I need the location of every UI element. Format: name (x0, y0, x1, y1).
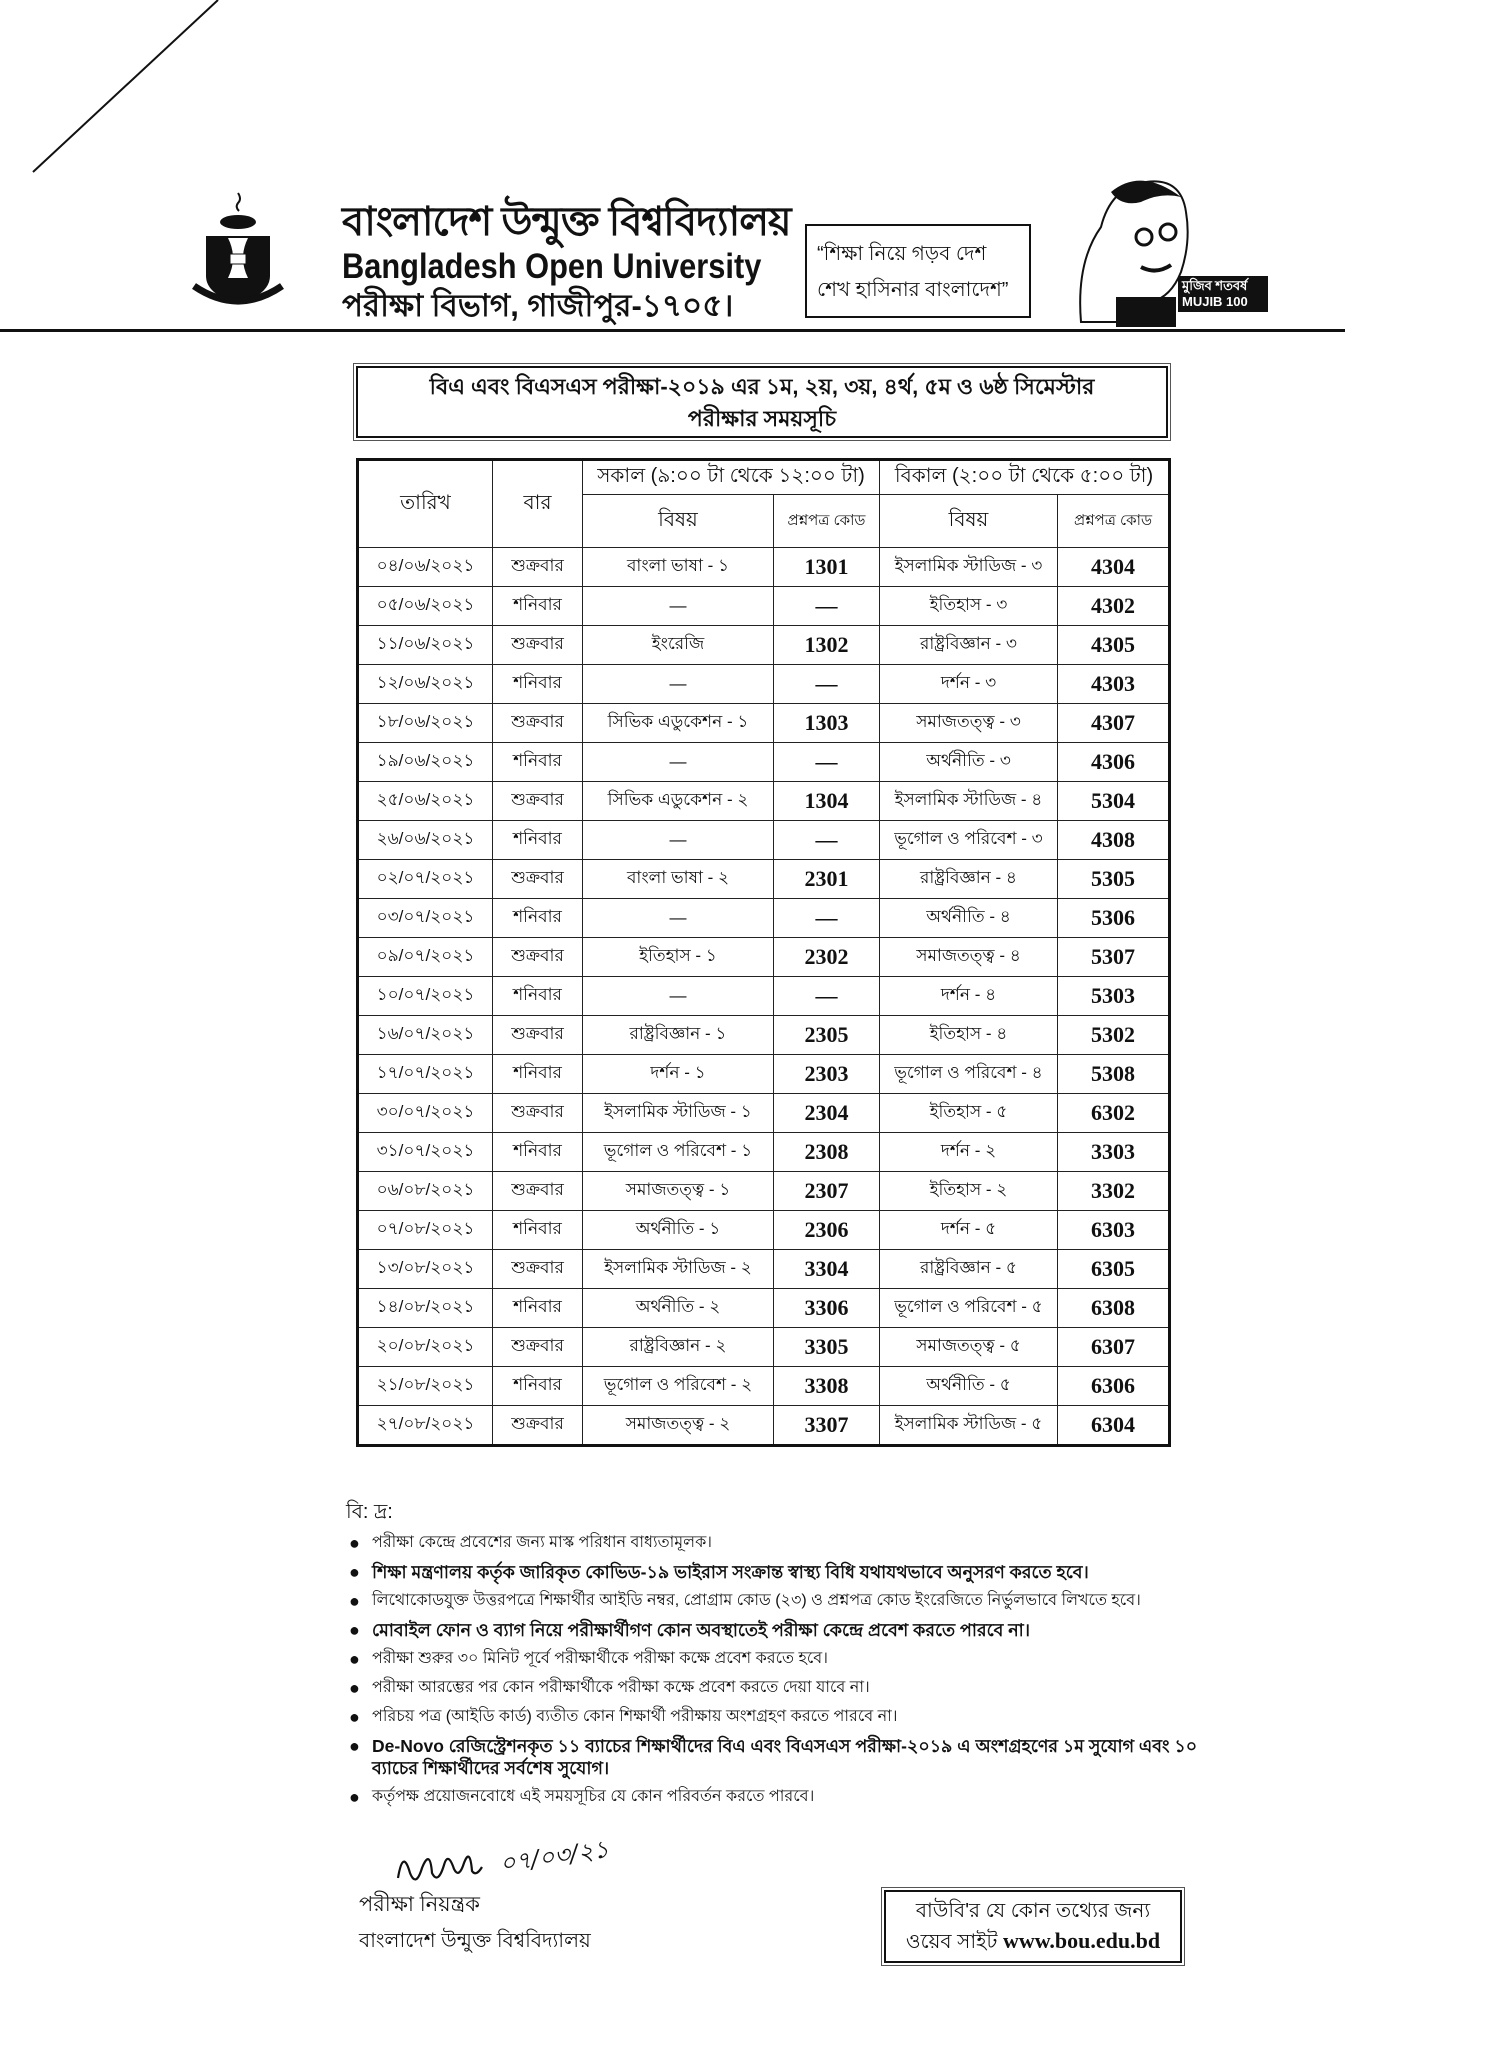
afternoon-code-cell: 5302 (1058, 1016, 1170, 1055)
bullet-icon: ● (349, 1707, 360, 1727)
morning-code-cell: 2304 (774, 1094, 880, 1133)
date-cell: ১৯/০৬/২০২১ (358, 743, 493, 782)
table-row (358, 665, 1170, 704)
afternoon-subject-cell: রাষ্ট্রবিজ্ঞান - ৩ (880, 626, 1058, 665)
afternoon-subject-cell: ইতিহাস - ৩ (880, 587, 1058, 626)
day-cell: শুক্রবার (493, 1172, 583, 1211)
day-cell: শনিবার (493, 977, 583, 1016)
afternoon-code-cell: 4307 (1058, 704, 1170, 743)
morning-code-cell: 2303 (774, 1055, 880, 1094)
morning-subject-cell: — (583, 821, 774, 860)
table-row (358, 1055, 1170, 1094)
afternoon-subject-cell: ইসলামিক স্টাডিজ - ৩ (880, 548, 1058, 587)
afternoon-subject-cell: সমাজতত্ত্ব - ৪ (880, 938, 1058, 977)
morning-code-cell: 2305 (774, 1016, 880, 1055)
table-row (358, 1250, 1170, 1289)
table-row (358, 548, 1170, 587)
afternoon-code-cell: 6303 (1058, 1211, 1170, 1250)
note-item (346, 1677, 1216, 1699)
morning-subject-cell: সিভিক এডুকেশন - ১ (583, 704, 774, 743)
info-line: বাউবি'র যে কোন তথ্যের জন্য (915, 1900, 1151, 1922)
signatory-title: পরীক্ষা নিয়ন্ত্রক (359, 1893, 480, 1916)
schedule-title-box (356, 366, 1168, 438)
date-cell: ২৬/০৬/২০২১ (358, 821, 493, 860)
afternoon-subject-cell: ইতিহাস - ২ (880, 1172, 1058, 1211)
morning-subject-cell: অর্থনীতি - ২ (583, 1289, 774, 1328)
morning-code-cell: 1303 (774, 704, 880, 743)
notes-title: বি: দ্র: (346, 1501, 393, 1523)
note-item (346, 1590, 1216, 1612)
website-link[interactable]: www.bou.edu.bd (1002, 1928, 1161, 1953)
morning-code-cell: 3307 (774, 1406, 880, 1446)
table-row (358, 587, 1170, 626)
table-row (358, 1172, 1170, 1211)
morning-code-cell: — (774, 821, 880, 860)
afternoon-code-cell: 6302 (1058, 1094, 1170, 1133)
header-morning-code: প্রশ্নপত্র কোড (774, 495, 880, 548)
afternoon-subject-cell: সমাজতত্ত্ব - ৫ (880, 1328, 1058, 1367)
morning-code-cell: 3304 (774, 1250, 880, 1289)
date-cell: ২১/০৮/২০২১ (358, 1367, 493, 1406)
date-cell: ১৬/০৭/২০২১ (358, 1016, 493, 1055)
date-cell: ২৭/০৮/২০২১ (358, 1406, 493, 1446)
date-cell: ০৫/০৬/২০২১ (358, 587, 493, 626)
date-cell: ১২/০৬/২০২১ (358, 665, 493, 704)
day-cell: শুক্রবার (493, 548, 583, 587)
morning-subject-cell: সমাজতত্ত্ব - ১ (583, 1172, 774, 1211)
department-address: পরীক্ষা বিভাগ, গাজীপুর-১৭০৫। (342, 288, 734, 323)
morning-subject-cell: বাংলা ভাষা - ২ (583, 860, 774, 899)
note-item (346, 1532, 1216, 1554)
header-afternoon-session: বিকাল (২:০০ টা থেকে ৫:০০ টা) (880, 460, 1170, 495)
day-cell: শনিবার (493, 665, 583, 704)
note-text: পরীক্ষা কেন্দ্রে প্রবেশের জন্য মাস্ক পরিধান বাধ্যতামূলক। (372, 1534, 713, 1551)
afternoon-code-cell: 4305 (1058, 626, 1170, 665)
afternoon-code-cell: 6306 (1058, 1367, 1170, 1406)
exam-schedule-table (356, 458, 1171, 1447)
afternoon-subject-cell: অর্থনীতি - ৪ (880, 899, 1058, 938)
note-item (346, 1735, 1216, 1779)
day-cell: শনিবার (493, 821, 583, 860)
date-cell: ০৯/০৭/২০২১ (358, 938, 493, 977)
schedule-title-line-2: পরীক্ষার সময়সূচি (687, 406, 837, 431)
day-cell: শুক্রবার (493, 938, 583, 977)
table-row (358, 1016, 1170, 1055)
afternoon-code-cell: 5307 (1058, 938, 1170, 977)
table-row (358, 899, 1170, 938)
date-cell: ২৫/০৬/২০২১ (358, 782, 493, 821)
afternoon-subject-cell: ইসলামিক স্টাডিজ - ৪ (880, 782, 1058, 821)
table-row (358, 704, 1170, 743)
date-cell: ০২/০৭/২০২১ (358, 860, 493, 899)
afternoon-code-cell: 4306 (1058, 743, 1170, 782)
morning-subject-cell: — (583, 743, 774, 782)
morning-subject-cell: সিভিক এডুকেশন - ২ (583, 782, 774, 821)
day-cell: শনিবার (493, 1367, 583, 1406)
morning-subject-cell: — (583, 977, 774, 1016)
header-day: বার (493, 460, 583, 548)
afternoon-subject-cell: রাষ্ট্রবিজ্ঞান - ৪ (880, 860, 1058, 899)
table-row (358, 1328, 1170, 1367)
header-date: তারিখ (358, 460, 493, 548)
morning-code-cell: 1301 (774, 548, 880, 587)
morning-subject-cell: রাষ্ট্রবিজ্ঞান - ১ (583, 1016, 774, 1055)
bullet-icon: ● (349, 1562, 360, 1582)
day-cell: শনিবার (493, 1133, 583, 1172)
morning-subject-cell: ইতিহাস - ১ (583, 938, 774, 977)
afternoon-subject-cell: দর্শন - ৩ (880, 665, 1058, 704)
morning-subject-cell: ইসলামিক স্টাডিজ - ২ (583, 1250, 774, 1289)
header-afternoon-code: প্রশ্নপত্র কোড (1058, 495, 1170, 548)
table-row (358, 1289, 1170, 1328)
table-row (358, 1094, 1170, 1133)
afternoon-code-cell: 3302 (1058, 1172, 1170, 1211)
afternoon-subject-cell: দর্শন - ২ (880, 1133, 1058, 1172)
bullet-icon: ● (349, 1591, 360, 1611)
bullet-icon: ● (349, 1533, 360, 1553)
afternoon-subject-cell: রাষ্ট্রবিজ্ঞান - ৫ (880, 1250, 1058, 1289)
note-text: কর্তৃপক্ষ প্রয়োজনবোধে এই সময়সূচির যে কোন পরিবর্তন করতে পারবে। (372, 1788, 815, 1805)
bullet-icon: ● (349, 1678, 360, 1698)
morning-subject-cell: ভূগোল ও পরিবেশ - ১ (583, 1133, 774, 1172)
slogan-line-2: শেখ হাসিনার বাংলাদেশ” (817, 279, 1009, 301)
website-info-box (884, 1890, 1182, 1963)
date-cell: ১৩/০৮/২০২১ (358, 1250, 493, 1289)
afternoon-code-cell: 5308 (1058, 1055, 1170, 1094)
afternoon-code-cell: 6305 (1058, 1250, 1170, 1289)
slogan-box (805, 224, 1031, 318)
signature-date: ০৭/০৩/২১ (498, 1834, 611, 1878)
header-morning-session: সকাল (৯:০০ টা থেকে ১২:০০ টা) (583, 460, 880, 495)
date-cell: ২০/০৮/২০২১ (358, 1328, 493, 1367)
table-row (358, 1211, 1170, 1250)
day-cell: শুক্রবার (493, 1250, 583, 1289)
note-text: পরীক্ষা আরম্ভের পর কোন পরীক্ষার্থীকে পরীক্ষা কক্ষে প্রবেশ করতে দেয়া যাবে না। (372, 1679, 870, 1696)
note-item (346, 1561, 1216, 1583)
day-cell: শনিবার (493, 899, 583, 938)
afternoon-code-cell: 5306 (1058, 899, 1170, 938)
morning-subject-cell: দর্শন - ১ (583, 1055, 774, 1094)
day-cell: শুক্রবার (493, 860, 583, 899)
date-cell: ০৬/০৮/২০২১ (358, 1172, 493, 1211)
note-text: মোবাইল ফোন ও ব্যাগ নিয়ে পরীক্ষার্থীগণ কোন অবস্থাতেই পরীক্ষা কেন্দ্রে প্রবেশ করতে পারবে না। (372, 1620, 1030, 1640)
morning-code-cell: — (774, 743, 880, 782)
morning-code-cell: — (774, 977, 880, 1016)
afternoon-code-cell: 6304 (1058, 1406, 1170, 1446)
afternoon-code-cell: 5305 (1058, 860, 1170, 899)
morning-subject-cell: — (583, 587, 774, 626)
afternoon-code-cell: 6308 (1058, 1289, 1170, 1328)
day-cell: শুক্রবার (493, 626, 583, 665)
afternoon-subject-cell: দর্শন - ৫ (880, 1211, 1058, 1250)
morning-subject-cell: ভূগোল ও পরিবেশ - ২ (583, 1367, 774, 1406)
morning-subject-cell: — (583, 899, 774, 938)
note-text: পরিচয় পত্র (আইডি কার্ড) ব্যতীত কোন শিক্ষার্থী পরীক্ষায় অংশগ্রহণ করতে পারবে না। (372, 1708, 898, 1725)
afternoon-subject-cell: ভূগোল ও পরিবেশ - ৫ (880, 1289, 1058, 1328)
table-row (358, 1367, 1170, 1406)
day-cell: শনিবার (493, 1289, 583, 1328)
afternoon-subject-cell: ইসলামিক স্টাডিজ - ৫ (880, 1406, 1058, 1446)
header-morning-subject: বিষয় (583, 495, 774, 548)
date-cell: ৩০/০৭/২০২১ (358, 1094, 493, 1133)
date-cell: ১৭/০৭/২০২১ (358, 1055, 493, 1094)
afternoon-code-cell: 5303 (1058, 977, 1170, 1016)
afternoon-subject-cell: ভূগোল ও পরিবেশ - ৩ (880, 821, 1058, 860)
table-row (358, 860, 1170, 899)
day-cell: শনিবার (493, 743, 583, 782)
morning-code-cell: — (774, 899, 880, 938)
morning-code-cell: 3306 (774, 1289, 880, 1328)
morning-code-cell: 2302 (774, 938, 880, 977)
afternoon-code-cell: 5304 (1058, 782, 1170, 821)
morning-code-cell: 3308 (774, 1367, 880, 1406)
afternoon-code-cell: 4303 (1058, 665, 1170, 704)
afternoon-code-cell: 4302 (1058, 587, 1170, 626)
morning-code-cell: 2307 (774, 1172, 880, 1211)
morning-subject-cell: বাংলা ভাষা - ১ (583, 548, 774, 587)
afternoon-subject-cell: অর্থনীতি - ৫ (880, 1367, 1058, 1406)
note-item (346, 1706, 1216, 1728)
header-afternoon-subject: বিষয় (880, 495, 1058, 548)
morning-code-cell: 2308 (774, 1133, 880, 1172)
date-cell: ১১/০৬/২০২১ (358, 626, 493, 665)
day-cell: শুক্রবার (493, 782, 583, 821)
bullet-icon: ● (349, 1787, 360, 1807)
afternoon-subject-cell: অর্থনীতি - ৩ (880, 743, 1058, 782)
note-item (346, 1648, 1216, 1670)
afternoon-subject-cell: ইতিহাস - ৪ (880, 1016, 1058, 1055)
day-cell: শুক্রবার (493, 1094, 583, 1133)
afternoon-subject-cell: দর্শন - ৪ (880, 977, 1058, 1016)
note-text: De-Novo রেজিস্ট্রেশনকৃত ১১ ব্যাচের শিক্ষার্থীদের বিএ এবং বিএসএস পরীক্ষা-২০১৯ এ অংশগ্রহণের ১ম সুযোগ এবং ১০ ব্যাচের শিক্ষার্থীদের সর্বশেষ সুযোগ। (372, 1736, 1198, 1778)
afternoon-code-cell: 4308 (1058, 821, 1170, 860)
note-item (346, 1619, 1216, 1641)
day-cell: শনিবার (493, 1211, 583, 1250)
morning-code-cell: 1302 (774, 626, 880, 665)
university-logo-icon (188, 188, 288, 308)
bullet-icon: ● (349, 1736, 360, 1756)
afternoon-code-cell: 6307 (1058, 1328, 1170, 1367)
morning-code-cell: 2306 (774, 1211, 880, 1250)
bullet-icon: ● (349, 1620, 360, 1640)
mujib-borsho-logo-text: মুজিব শতবর্ষ MUJIB 100 (1178, 276, 1268, 312)
table-row (358, 1133, 1170, 1172)
morning-subject-cell: ইংরেজি (583, 626, 774, 665)
morning-subject-cell: সমাজতত্ত্ব - ২ (583, 1406, 774, 1446)
pen-stroke-mark (0, 0, 240, 180)
morning-code-cell: — (774, 587, 880, 626)
date-cell: ০৭/০৮/২০২১ (358, 1211, 493, 1250)
date-cell: ০৩/০৭/২০২১ (358, 899, 493, 938)
day-cell: শনিবার (493, 587, 583, 626)
morning-subject-cell: অর্থনীতি - ১ (583, 1211, 774, 1250)
morning-subject-cell: ইসলামিক স্টাডিজ - ১ (583, 1094, 774, 1133)
date-cell: ১৮/০৬/২০২১ (358, 704, 493, 743)
day-cell: শুক্রবার (493, 1328, 583, 1367)
notes-section (346, 1500, 1216, 1815)
table-row (358, 938, 1170, 977)
schedule-title-line-1: বিএ এবং বিএসএস পরীক্ষা-২০১৯ এর ১ম, ২য়, ৩য়, ৪র্থ, ৫ম ও ৬ষ্ঠ সিমেস্টার (429, 374, 1095, 399)
day-cell: শুক্রবার (493, 1016, 583, 1055)
morning-subject-cell: — (583, 665, 774, 704)
day-cell: শনিবার (493, 1055, 583, 1094)
table-row (358, 821, 1170, 860)
website-label: ওয়েব সাইট (905, 1931, 998, 1953)
morning-code-cell: — (774, 665, 880, 704)
morning-subject-cell: রাষ্ট্রবিজ্ঞান - ২ (583, 1328, 774, 1367)
university-name-bengali: বাংলাদেশ উন্মুক্ত বিশ্ববিদ্যালয় (342, 200, 791, 244)
signatory-organization: বাংলাদেশ উন্মুক্ত বিশ্ববিদ্যালয় (359, 1930, 591, 1952)
table-row (358, 743, 1170, 782)
note-text: লিথোকোডযুক্ত উত্তরপত্রে শিক্ষার্থীর আইডি নম্বর, প্রোগ্রাম কোড (২৩) ও প্রশ্নপত্র কোড ইংরেজিতে নির্ভুলভাবে লিখতে হবে। (372, 1592, 1141, 1609)
date-cell: ৩১/০৭/২০২১ (358, 1133, 493, 1172)
note-text: পরীক্ষা শুরুর ৩০ মিনিট পূর্বে পরীক্ষার্থীকে পরীক্ষা কক্ষে প্রবেশ করতে হবে। (372, 1650, 828, 1667)
header-divider (0, 329, 1345, 332)
table-row (358, 626, 1170, 665)
date-cell: ১৪/০৮/২০২১ (358, 1289, 493, 1328)
day-cell: শুক্রবার (493, 1406, 583, 1446)
table-row (358, 782, 1170, 821)
afternoon-subject-cell: ভূগোল ও পরিবেশ - ৪ (880, 1055, 1058, 1094)
date-cell: ১০/০৭/২০২১ (358, 977, 493, 1016)
bullet-icon: ● (349, 1649, 360, 1669)
afternoon-subject-cell: সমাজতত্ত্ব - ৩ (880, 704, 1058, 743)
table-row (358, 1406, 1170, 1446)
morning-code-cell: 1304 (774, 782, 880, 821)
morning-code-cell: 2301 (774, 860, 880, 899)
afternoon-subject-cell: ইতিহাস - ৫ (880, 1094, 1058, 1133)
note-item (346, 1786, 1216, 1808)
note-text: শিক্ষা মন্ত্রণালয় কর্তৃক জারিকৃত কোভিড-১৯ ভাইরাস সংক্রান্ত স্বাস্থ্য বিধি যথাযথভাবে অনুসরণ করতে হবে। (372, 1562, 1089, 1582)
slogan-line-1: “শিক্ষা নিয়ে গড়ব দেশ (817, 243, 987, 265)
morning-code-cell: 3305 (774, 1328, 880, 1367)
day-cell: শুক্রবার (493, 704, 583, 743)
afternoon-code-cell: 3303 (1058, 1133, 1170, 1172)
date-cell: ০৪/০৬/২০২১ (358, 548, 493, 587)
table-row (358, 977, 1170, 1016)
university-name-english: Bangladesh Open University (342, 247, 762, 286)
afternoon-code-cell: 4304 (1058, 548, 1170, 587)
